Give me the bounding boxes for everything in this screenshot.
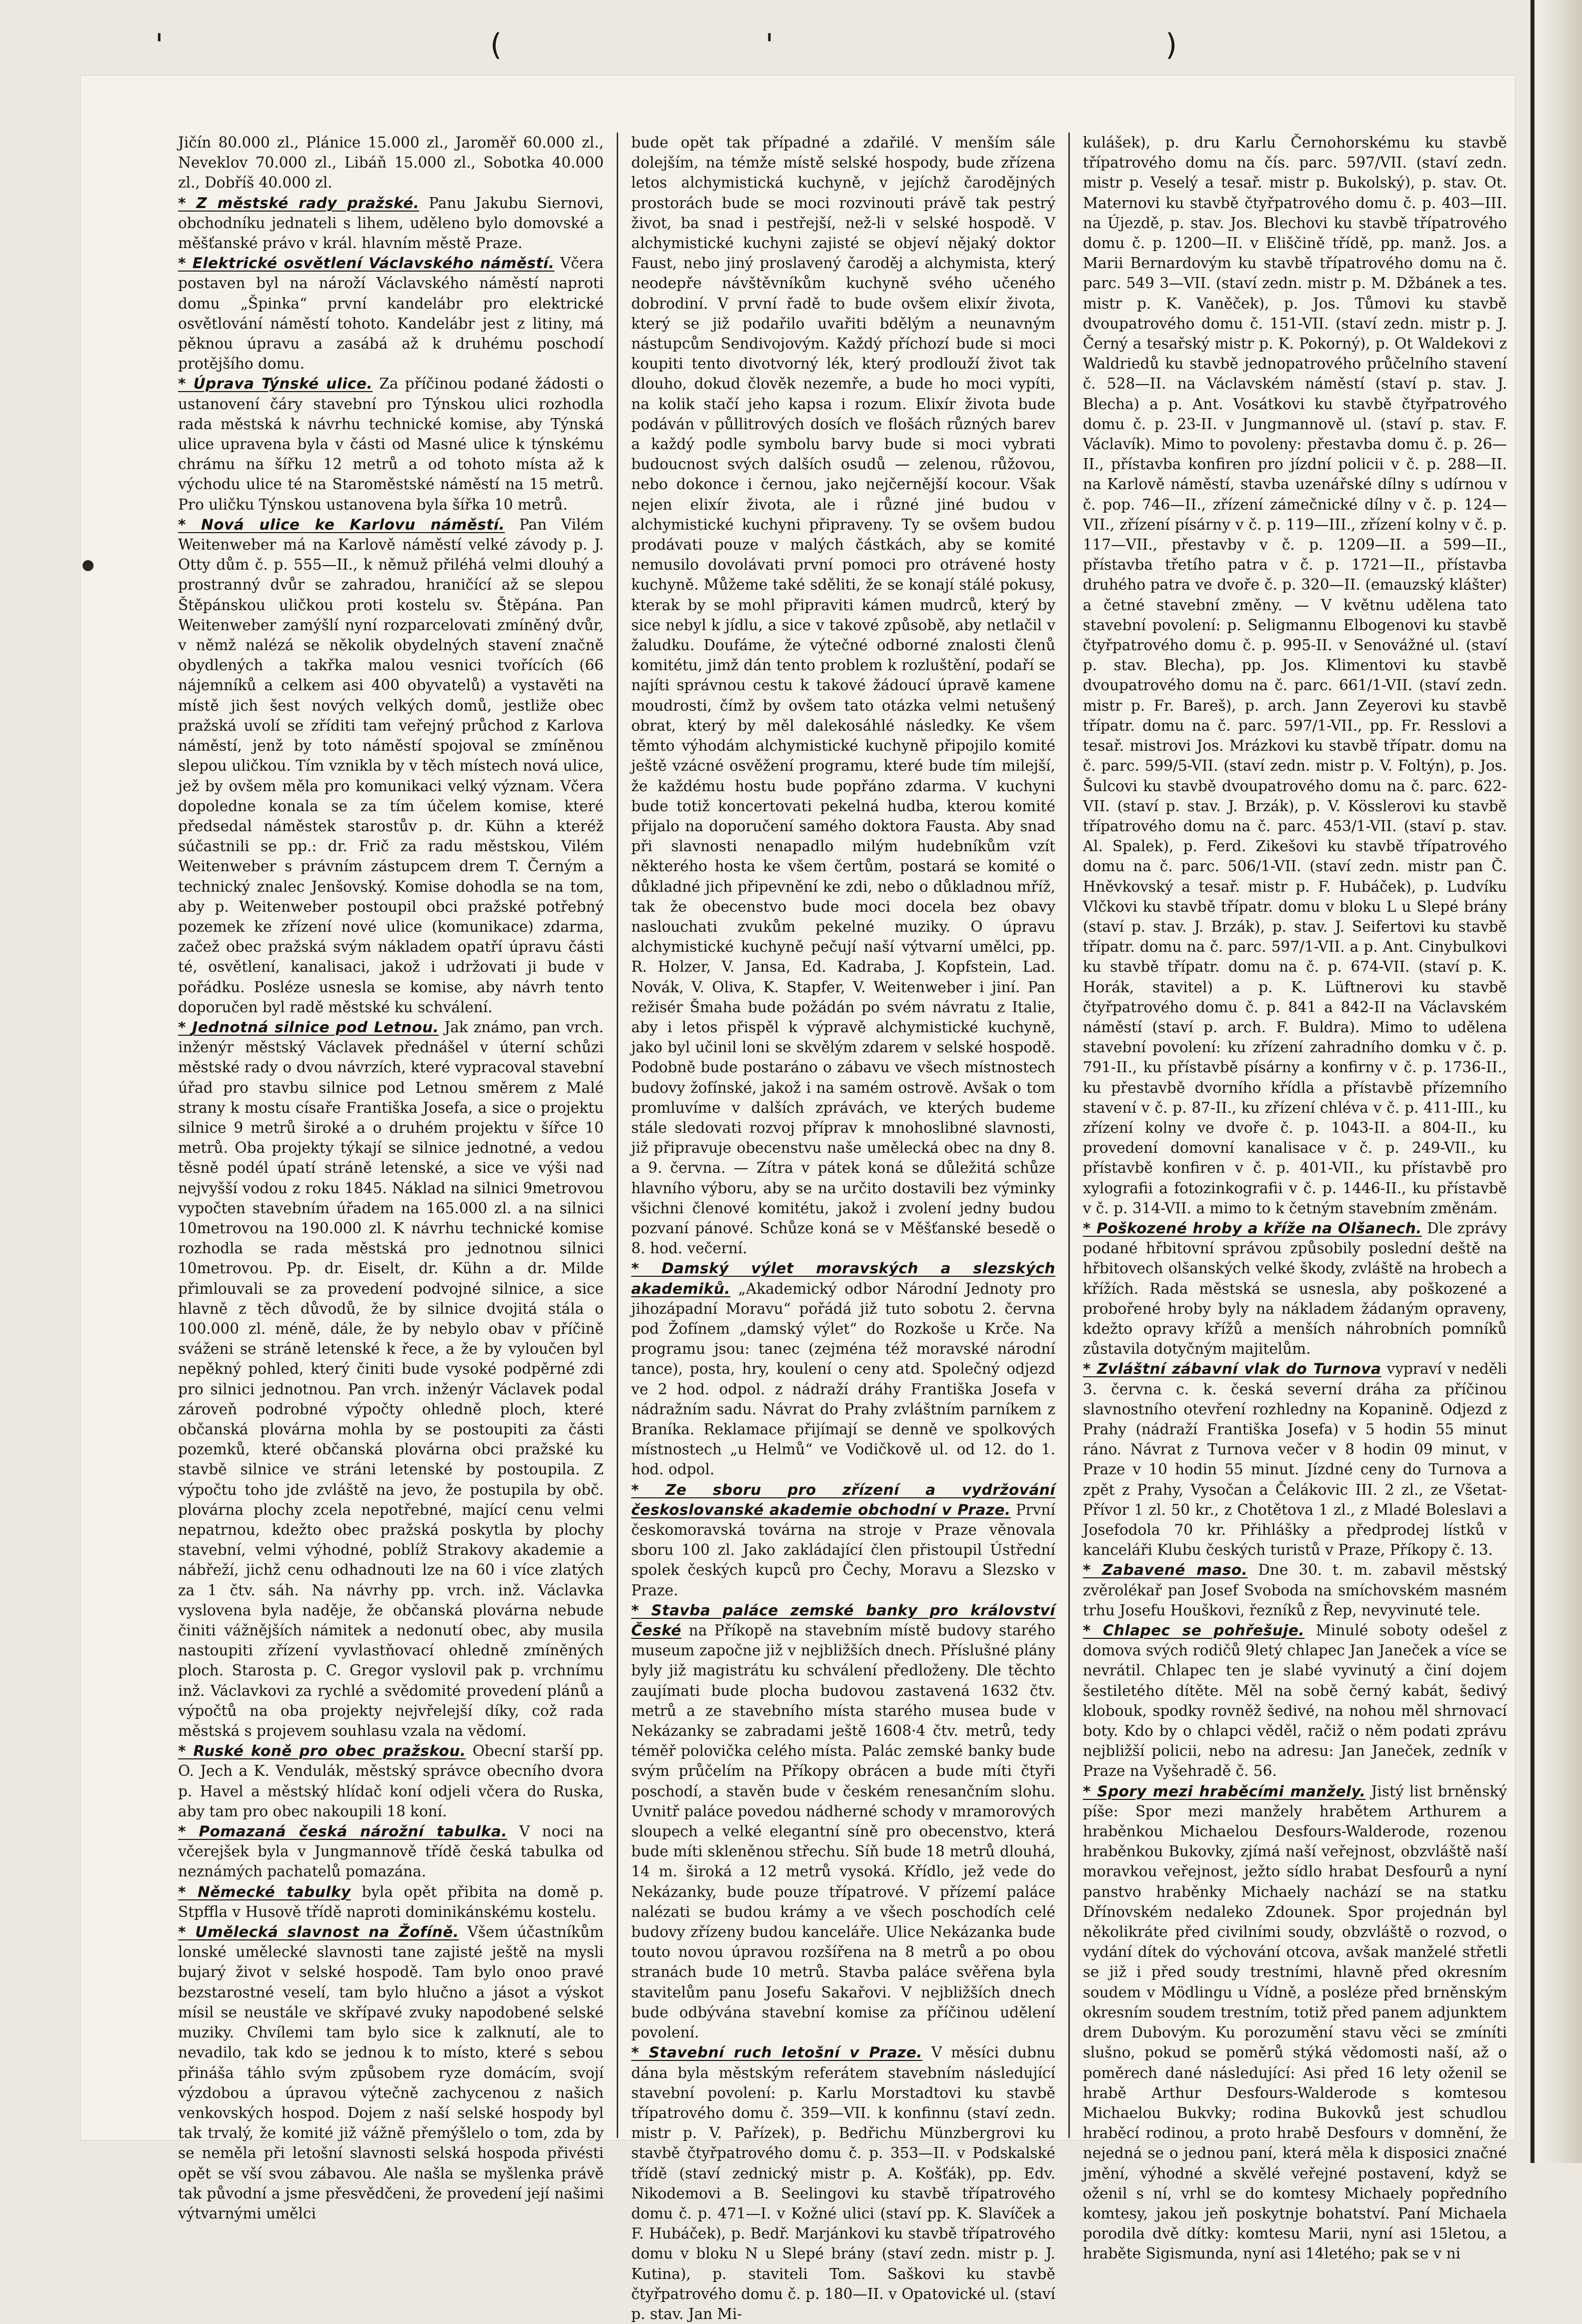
article-body: vypraví v neděli 3. června c. k. česká severní dráha za příčinou slavnostního otevření rozhledny na Kopanině. Odjezd z Prahy (nádraží Františka Josefa) v 5 hodin 55 minut ráno. Návrat z Turnova večer v 8 hodin 09 minut, v Praze v 10 hodin 55 minut. Jízdné ceny do Turnova a zpět z Prahy, Vysočan a Čelákovic III. 2 zl., ze Všetat-Přívor 1 zl. 50 kr., z Chotětova 1 zl., z Mladé Boleslavi a Josefodola 70 kr. Přihlášky a předprodej lístků v kanceláři Klubu českých turistů v Praze, Příkopy č. 13. <box>1083 1360 1507 1559</box>
article <box>178 193 604 254</box>
article <box>1083 1359 1507 1560</box>
article-body: Dne 30. t. m. zabavil městský zvěrolékař pan Josef Svoboda na smíchovském masném trhu Josefu Houškovi, řezníků z Řep, nevyvinuté tele. <box>1083 1561 1507 1619</box>
column-middle <box>617 133 1068 2322</box>
article-body: kulášek), p. dru Karlu Černohorskému ku stavbě třípatrového domu na čís. parc. 597/VII. (staví zedn. mistr p. Veselý a tesař. mistr p. Bukolský), p. stav. Ot. Maternovi ku stavbě čtyřpatrového domu č. p. 403—III. na Újezdě, p. stav. Jos. Blechovi ku stavbě třípatrového domu č. p. 1200—II. v Eliščině třídě, pp. manž. Jos. a Marii Bernardovým ku stavbě třípatrového domu na č. parc. 549 3—VII. (staví zedn. mistr p. M. Džbánek a tes. mistr p. K. Vaněček), p. Jos. Tůmovi ku stavbě dvoupatrového domu č. 151-VII. (staví zedn. mistr p. J. Černý a tesařský mistr p. K. Pokorný), p. Ot Waldekovi z Waldriedů ku stavbě jednopatrového průčelního stavení č. 528—II. na Václavském náměstí (staví p. stav. J. Blecha) a p. Ant. Vosátkovi ku stavbě čtyřpatrového domu č. p. 23-II. v Jungmannově ul. (staví p. stav. F. Václavík). Mimo to povoleny: přestavba domu č. p. 26—II., přístavba konfiren pro jízdní policii v č. p. 288—II. na Karlově náměstí, stavba uzenářské dílny s udírnou v č. pop. 746—II., zřízení zámečnické dílny v č. p. 124—VII., zřízení písárny v č. p. 119—III., zřízení kolny v č. p. 117—VII., přestavby v č. p. 1209—II. a 599—II., přístavba třetího patra v č. p. 1721—II., přístavba druhého patra ve dvoře č. p. 320—II. (emauzský klášter) a četné stavební změny. — V květnu udělena tato stavební povolení: p. Seligmannu Elbogenovi ku stavbě čtyřpatrového domu č. p. 995-II. v Senovážné ul. (staví p. stav. Blecha), pp. Jos. Klimentovi ku stavbě dvoupatrového domu na č. parc. 661/1-VII. (staví zedn. mistr p. Fr. Bareš), p. arch. Jann Zeyerovi ku stavbě třípatr. domu na č. parc. 597/1-VII., pp. Fr. Resslovi a tesař. mistrovi Jos. Mrázkovi ku stavbě třípatr. domu na č. parc. 599/5-VII. (staví zedn. mistr p. V. Foltýn), p. Jos. Šulcovi ku stavbě dvoupatrového domu na č. parc. 622-VII. (staví p. stav. J. Brzák), p. V. Kösslerovi ku stavbě třípatrového domu na č. parc. 453/1-VII. (staví p. stav. Al. Spalek), p. Ferd. Zikešovi ku stavbě třípatrového domu na č. parc. 506/1-VII. (staví zedn. mistr pan Č. Hněvkovský a tesař. mistr p. F. Hubáček), p. Ludvíku Vlčkovi ku stavbě třípatr. domu v bloku L u Slepé brány (staví p. stav. J. Brzák), p. stav. J. Seifertovi ku stavbě třípatr. domu na č. parc. 597/1-VII. a p. Ant. Cinybulkovi ku stavbě třípatr. domu na č. p. 674-VII. (staví p. K. Horák, stavitel) a p. K. Lüftnerovi ku stavbě čtyřpatrového domu č. p. 841 a 842-II na Václavském náměstí (staví p. arch. F. Buldra). Mimo to udělena stavební povolení: ku zřízení zahradního domku v č. p. 791-II., ku přístavbě písárny a konfirny v č. p. 1736-II., ku přestavbě dvorního křídla a přístavbě přízemního stavení v č. p. 87-II., ku zřízení chléva v č. p. 411-III., ku zřízení kolny ve dvoře č. p. 1043-II. a 804-II., ku provedení domovní kanalisace v č. p. 249-VII., ku přístavbě konfiren v č. p. 401-VII., ku přístavbě pro xylografii a fotozinkografii v č. p. 1446-II., ku přístavbě v č. p. 314-VII. a mimo to k četným stavebním změnám. <box>1083 134 1507 1217</box>
article-headline: * Německé tabulky <box>178 1883 351 1900</box>
article <box>178 374 604 514</box>
article-body: Panu Jakubu Siernovi, obchodníku jednateli s lihem, uděleno bylo domovské a měšťanské právo v král. hlavním městě Praze. <box>178 194 604 252</box>
article-headline: * Jednotná silnice pod Letnou. <box>178 1019 439 1036</box>
article <box>178 1017 604 1741</box>
adjacent-page-edge <box>1530 0 1582 2163</box>
scan-mark-3: ' <box>765 28 774 63</box>
text-columns <box>165 133 1520 2322</box>
article-body: Jak známo, pan vrch. inženýr městský Václavek přednášel v úterní schůzi městské rady o dvou návrzích, které vypracoval stavební úřad pro stavbu silnice pod Letnou směrem z Malé strany k mostu císaře Františka Josefa, a sice o projektu silnice 9 metrů široké a o druhém projektu v šířce 10 metrů. Oba projekty týkají se silnice jednotné, a vedou těsně podél úpatí stráně letenské, a sice ve výši nad nejvyšší vodou z roku 1845. Náklad na silnici 9metrovou vypočten stavebním úřadem na 165.000 zl. a na silnici 10metrovou na 190.000 zl. K návrhu technické komise rozhodla se rada městská pro jednotnou silnici 10metrovou. Pp. dr. Eiselt, dr. Kühn a dr. Milde přimlouvali se za provedení podvojné silnice, a sice hlavně z těch důvodů, že by silnice dvojitá stála o 100.000 zl. méně, dále, že by nebylo obav v příčině sváženi se stráně letenské k řece, a že by vyloučen byl nepěkný pohled, který činiti bude vysoké podpěrné zdi pro silnici jednotnou. Pan vrch. inženýr Václavek podal zároveň podrobné výpočty ohledně ploch, které občanská plovárna mohla by se postoupiti za části pozemků, které občanská plovárna obci pražské ku stavbě silnice ve stráni letenské by postoupila. Z výpočtu toho jde zvláště na jevo, že postupila by obč. plovárna plochy zcela nepotřebné, mající cenu velmi nepatrnou, kdežto obec pražská poskytla by plochy stavební, velmi výhodné, poblíž Strakovy akademie a nábřeží, jichž cenu odhadnouti lze na 60 i více zlatých za 1 čtv. sáh. Na návrhy pp. vrch. inž. Václavka vyslovena byla naděje, že občanská plovárna nebude činiti vážnějších námitek a nedonutí obec, aby musila nastoupiti zřízení vyvlastňovací ohledně zmíněných ploch. Starosta p. C. Gregor vyslovil pak p. vrchnímu inž. Václavkovi za rychlé a svědomité provedení plánů a výpočtů na oba projekty nejvřelejší díky, což rada městská s projevem souhlasu vzala na vědomí. <box>178 1018 604 1740</box>
scan-mark-1: ' <box>155 28 164 63</box>
article-headline: * Nová ulice ke Karlovu náměstí. <box>178 516 505 533</box>
column-left <box>165 133 617 2222</box>
article-body: Za příčinou podané žádosti o ustanovení čáry stavební pro Týnskou ulici rozhodla rada městská k návrhu technické komise, aby Týnská ulice upravena byla v části od Masné ulice k týnskému chrámu na šířku 12 metrů a od tohoto místa až k východu ulice té na Staroměstské náměstí na 15 metrů. Pro uličku Týnskou ustanovena byla šířka 10 metrů. <box>178 375 604 513</box>
article-headline: * Zvláštní zábavní vlak do Turnova <box>1083 1360 1381 1377</box>
article-headline: * Zabavené maso. <box>1083 1561 1247 1578</box>
article <box>1083 133 1507 1218</box>
article-body: Jičín 80.000 zl., Plánice 15.000 zl., Jaroměř 60.000 zl., Neveklov 70.000 zl., Libáň 15.000 zl., Sobotka 40.000 zl., Dobříš 40.000 zl. <box>178 134 604 192</box>
article-body: Obecní starší pp. O. Jech a K. Vendulák, městský správce obecního dvora p. Havel a městský hlídač koní odjeli včera do Ruska, aby tam pro obec nakoupili 18 koní. <box>178 1742 604 1820</box>
article-body: Všem účastníkům lonské umělecké slavnosti tane zajisté ještě na mysli bujarý život v selské hospodě. Tam bylo onoo pravé bezstarostné veselí, tam bylo hlučno a jásot a výskot mísil se neustále ve skřípavé zvuky napodobené selské muziky. Chvílemi tam bylo sice k zalknutí, ale to nevadilo, tak kdo se jednou k to místo, které s sebou přináša táhlo svým způsobem ryze domácím, svojí výzdobou a úpravou výtečně zachycenou z našich venkovských hospod. Dojem z naší selské hospody byl tak trvalý, že komité již vážně přemýšlelo o tom, zda by se neměla při letošní slavnosti selská hospoda přivésti opět se vší svou zábavou. Ale našla se myšlenka právě tak původní a jsme přesvědčeni, že provedení její našimi výtvarnými umělci <box>178 1923 604 2222</box>
article <box>631 133 1055 1258</box>
scan-mark-2: ( <box>490 28 502 63</box>
article-headline: * Pomazaná česká nárožní tabulka. <box>178 1823 507 1840</box>
article <box>631 1258 1055 1479</box>
article-body: na Příkopě na stavebním místě budovy starého museum započne již v nejbližších dnech. Příslušné plány byly již magistrátu ku schválení předloženy. Dle těchto zaujímati bude plocha budovou zastavená 1632 čtv. metrů a ze stavebního místa starého musea bude v Nekázanky se zabradami ještě 1608·4 čtv. metrů, tedy téměř polovička celého místa. Palác zemské banky bude svým průčelím na Příkopy obrácen a bude míti čtyři poschodí, a stavěn bude v českém renesančním slohu. Uvnitř paláce povedou nádherné schody v mramorových sloupech a velké elegantní síně pro obecenstvo, která bude míti skleněnou střechu. Síň bude 18 metrů dlouhá, 14 m. široká a 12 metrů vysoká. Křídlo, jež vede do Nekázanky, bude pouze třípatrové. V přízemí paláce nalézati se budou krámy a ve všech poschodích celé budovy zřízeny budou kanceláře. Ulice Nekázanka bude touto novou úpravou rozšířena na 8 metrů a po obou stranách bude 10 metrů. Stavba paláce svěřena byla stavitelům panu Josefu Sakařovi. V nejbližších dnech bude odbývána stavební komise za příčinou udělení povolení. <box>631 1622 1055 2041</box>
margin-dot <box>83 560 94 571</box>
column-right <box>1068 133 1520 2262</box>
article-body: Jistý list brněnský píše: Spor mezi manžely hrabětem Arthurem a hraběnkou Michaelou Desfours-Walderode, rozenou hraběnkou Bukovky, zjímá naší veřejnost, obzvláště naší moravkou veřejnost, ježto sídlo hrabat Desfourů a nyní panstvo hraběnky Michaely nachází se na statku Dřínovském nedaleko Zdounek. Spor projednán byl několikráte před civilními soudy, obzvláště o rozvod, o vydání dítek do výchování otcova, avšak manželé střetli se již i před soudy trestními, hlavně před okresním soudem v Mödlingu u Vídně, a posléze před brněnským okresním soudem trestním, totiž před panem adjunktem drem Dubovým. Ku porozumění stavu věci se zmíníti slušno, pokud se poměrů stýká vědomosti naší, až o poměrech dané následující: Asi před 16 lety oženil se hrabě Arthur Desfours-Walderode s komtesou Michaelou Bukvky; rodina Bukovků jest schudlou hraběcí rodinou, a proto hrabě Desfours v domnění, že nejedná se o jednou paní, která měla k disposici značné jmění, výhodné a skvělé veřejné postavení, když se oženil s ní, vrhl se do komtesy Michaely popředního komtesy, jakou jeň poskytnje bohatství. Paní Michaela porodila dvě dítky: komtesu Marii, nyní asi 15letou, a hraběte Sigismunda, nyní asi 14letého; pak se v ni <box>1083 1782 1507 2262</box>
article <box>178 515 604 1017</box>
article-body: byla opět přibita na domě p. Stpffla v Husově třídě naproti dominikánskému kostelu. <box>178 1883 604 1920</box>
article <box>1083 1218 1507 1359</box>
article-body: V noci na včerejšek byla v Jungmannově třídě česká tabulka od neznámých pachatelů pomazána. <box>178 1823 604 1880</box>
article-body: Dle zprávy podané hřbitovní správou způsobily poslední deště na hřbitovech olšanských velké škody, zvláště na hrobech a křížích. Rada městská se usnesla, aby poškozené a probořené hroby byly na nákladem žádaným opraveny, kdežto opravy křížů a menších náhrobních pomníků zůstavila dotyčným majitelům. <box>1083 1219 1507 1358</box>
article <box>178 1882 604 1922</box>
article-headline: * Damský výlet moravských a slezských akademiků. <box>631 1260 1055 1297</box>
article <box>178 133 604 193</box>
article <box>178 1821 604 1882</box>
article <box>631 1480 1055 1600</box>
article-headline: * Chlapec se pohřešuje. <box>1083 1622 1304 1639</box>
article <box>1083 1620 1507 1781</box>
article <box>178 1741 604 1821</box>
article-body: Minulé soboty odešel z domova svých rodičů 9letý chlapec Jan Janeček a více se nevrátil. Chlapec ten je slabé vyvinutý a činí dojem šestiletého dítěte. Měl na sobě černý kabát, šedivý klobouk, spodky rovněž šedivé, na nohou měl shrnovací boty. Kdo by o chlapci věděl, račiž o něm podati zprávu nejbližší policii, nebo na adresu: Jan Janeček, zedník v Praze na Vyšehradě č. 56. <box>1083 1622 1507 1780</box>
article-headline: * Z městské rady pražské. <box>178 195 419 212</box>
article <box>1083 1560 1507 1620</box>
article-headline: * Poškozené hroby a kříže na Olšanech. <box>1083 1220 1422 1237</box>
article-body: Pan Vilém Weitenweber má na Karlově náměstí velké závody p. J. Otty dům č. p. 555—II., k němuž přiléhá velmi dlouhý a prostranný dvůr se zahradou, hraničící až se slepou Štěpánskou uličkou proti kostelu sv. Štěpána. Pan Weitenweber zamýšlí nyní rozparcelovati zmíněný dvůr, v němž nalézá se několik obydelných stavení značně obydlených a takřka malou vesnici tvořících (66 nájemníků a celkem asi 400 obyvatelů) a vystavěti na místě jich šest nových velkých domů, jestliže obec pražská uvolí se zříditi tam veřejný průchod z Karlova náměstí, jenž by toto náměstí spojoval se zmíněnou slepou uličkou. Tím vznikla by v těch místech nová ulice, jež by ovšem měla pro komunikaci velký význam. Včera dopoledne konala se za tím účelem komise, které předsedal náměstek starostův p. dr. Kühn a kteréž súčastnili se pp.: dr. Frič za radu městskou, Vilém Weitenweber s právním zástupcem drem T. Černým a technický znalec Jenšovský. Komise dohodla se na tom, aby p. Weitenweber postoupil obci pražské potřebný pozemek ke zřízení nové ulice (komunikace) zdarma, začež obec pražská svým nákladem opatří úpravu části té, osvětlení, kanalisaci, jakož i udržovati ji bude v pořádku. Posléze usnesla se komise, aby návrh tento doporučen byl radě městské ku schválení. <box>178 516 604 1016</box>
article-body: Včera postaven byl na nároží Václavského náměstí naproti domu „Špinka“ první kandelábr pro elektrické osvětlování náměstí tohoto. Kandelábr jest z litiny, má pěknou úpravu a zasábá až k druhému poschodí protějšího domu. <box>178 255 604 373</box>
article-body: V měsíci dubnu dána byla městským referátem stavebním následující stavební povolení: p. Karlu Morstadtovi ku stavbě třípatrového domu č. 359—VII. k konfinnu (staví zedn. mistr p. V. Pařízek), p. Bedřichu Münzbergrovi ku stavbě čtyřpatrového domu č. p. 353—II. v Podskalské třídě (staví zednický mistr p. A. Košťák), pp. Edv. Nikodemovi a B. Seelingovi ku stavbě třípatrového domu č. p. 471—I. v Kožné ulici (staví pp. K. Slavíček a F. Hubáček), p. Bedř. Marjánkovi ku stavbě třípatrového domu v bloku N u Slepé brány (staví zedn. mistr p. J. Kutina), p. staviteli Tom. Saškovi ku stavbě čtyřpatrového domu č. p. 180—II. v Opatovické ul. (staví p. stav. Jan Mi- <box>631 2044 1055 2322</box>
article-headline: * Ruské koně pro obec pražskou. <box>178 1742 466 1759</box>
article-headline: * Úprava Týnské ulice. <box>178 375 373 392</box>
article <box>178 253 604 374</box>
article <box>631 2042 1055 2324</box>
article-headline: * Umělecká slavnost na Žofíně. <box>178 1923 459 1940</box>
article-headline: * Stavba paláce zemské banky pro království České <box>631 1602 1055 1639</box>
article-body: bude opět tak případné a zdařilé. V menším sále dolejším, na témže místě selské hospody, bude zřízena letos alchymistická kuchyně, v jejíchž čarodějných prostorách bude se moci rozvinouti právě tak pestrý život, ba snad i pestřejší, než-li v selské hospodě. V alchymistické kuchyni zajisté se objeví nějaký doktor Faust, nebo jiný proslavený čaroděj a alchymista, který neodepře návštěvníkům kuchyně svého učeného dobrodiní. V první řadě to bude ovšem elixír života, který se již podařilo uvařiti bdělým a neunavným nástupcům Sendivojovým. Každý příchozí bude si moci koupiti tento divotvorný lék, který prodlouží život tak dlouho, dokud člověk nezemře, a bude ho moci vypíti, na kolik stačí jeho kapsa i rozum. Elixír života bude podáván v půllitrových dosích ve flošách různých barev a každý podle symbolu barvy bude si moci vybrati budoucnost svých dalších osudů — zelenou, růžovou, nebo dokonce i černou, jako nejčernější kocour. Však nejen elixír života, ale i různé jiné budou v alchymistické kuchyni připraveny. Ty se ovšem budou prodávati pouze v malých částkách, aby se komité nemusilo dovolávati první pomoci pro otrávené hosty kuchyně. Můžeme také sděliti, že se konají stálé pokusy, kterak by se mohl připraviti kámen mudrců, který by sice nebyl k jídlu, a sice v takové způsobě, aby netlačil v žaludku. Doufáme, že výtečné odborné znalosti členů komitétu, jimž dán tento problem k rozluštění, podaří se najíti správnou cestu k takové žádoucí úpravě kamene moudrosti, čímž by ovšem tato otázka velmi netušený obrat, který by měl dalekosáhlé následky. Ke všem těmto výhodám alchymistické kuchyně připojilo komité ještě vzácné osvěžení programu, které bude tím milejší, že každému hostu bude popřáno zdarma. V kuchyni bude totiž koncertovati pekelná hudba, kterou komité přijalo na doporučení samého doktora Fausta. Aby snad při slavnosti nenapadlo milým hudebníkům vzít některého hosta ke všem čertům, postará se komité o důkladné jich připevnění ke zdi, nebo o důkladnou mříž, tak že obecenstvo bude moci docela bez obavy naslouchati zvukům pekelné muziky. O úpravu alchymistické kuchyně pečují naší výtvarní umělci, pp. R. Holzer, V. Jansa, Ed. Kadraba, J. Kopfstein, Lad. Novák, V. Oliva, K. Stapfer, V. Weitenweber i jiní. Pan režisér Šmaha bude požádán po svém návratu z Italie, aby i letos přispěl k výpravě alchymistické kuchyně, jako byl učinil loni se skvělým zdarem v selské hospodě. Podobně bude postaráno o zábavu ve všech místnostech budovy žofínské, jakož i na samém ostrově. Avšak o tom promluvíme v dalších zprávách, ve kterých budeme stále sledovati rozvoj příprav k mnohoslibné slavnosti, již připravuje obecenstvu naše umělecká obec na dny 8. a 9. června. — Zítra v pátek koná se důležitá schůze hlavního výboru, aby se na určito dostavili bez výminky všichni členové komitétu, jakož i zvolení jedny budou pozvaní pánové. Schůze koná se v Měšťanské besedě o 8. hod. večerní. <box>631 134 1055 1257</box>
article <box>1083 1781 1507 2264</box>
article <box>631 1600 1055 2042</box>
article-headline: * Ze sboru pro zřízení a vydržování českoslovanské akademie obchodní v Praze. <box>631 1481 1055 1518</box>
article-body: „Akademický odbor Národní Jednoty pro jihozápadní Moravu“ pořádá již tuto sobotu 2. června pod Žofínem „damský výlet“ do Rozkoše u Krče. Na programu jsou: tanec (zejména též moravské národní tance), posta, hry, koulení o ceny atd. Společný odjezd ve 2 hod. odpol. z nádraží dráhy Františka Josefa v nádražním sadu. Návrat do Prahy zvláštním parníkem z Braníka. Reklamace přijímají se denně ve spolkových místnostech „u Helmů“ ve Vodičkově ul. od 12. do 1. hod. odpol. <box>631 1280 1055 1478</box>
article <box>178 1922 604 2223</box>
scan-mark-4: ) <box>1165 28 1177 63</box>
article-headline: * Stavební ruch letošní v Praze. <box>631 2044 922 2061</box>
article-body: První českomoravská továrna na stroje v Praze věnovala sboru 100 zl. Jako zakládající člen přistoupil Ústřední spolek českých kupců pro Čechy, Moravu a Slezsko v Praze. <box>631 1501 1055 1599</box>
article-headline: * Elektrické osvětlení Václavského náměstí. <box>178 255 555 272</box>
article-headline: * Spory mezi hraběcími manžely. <box>1083 1783 1365 1800</box>
